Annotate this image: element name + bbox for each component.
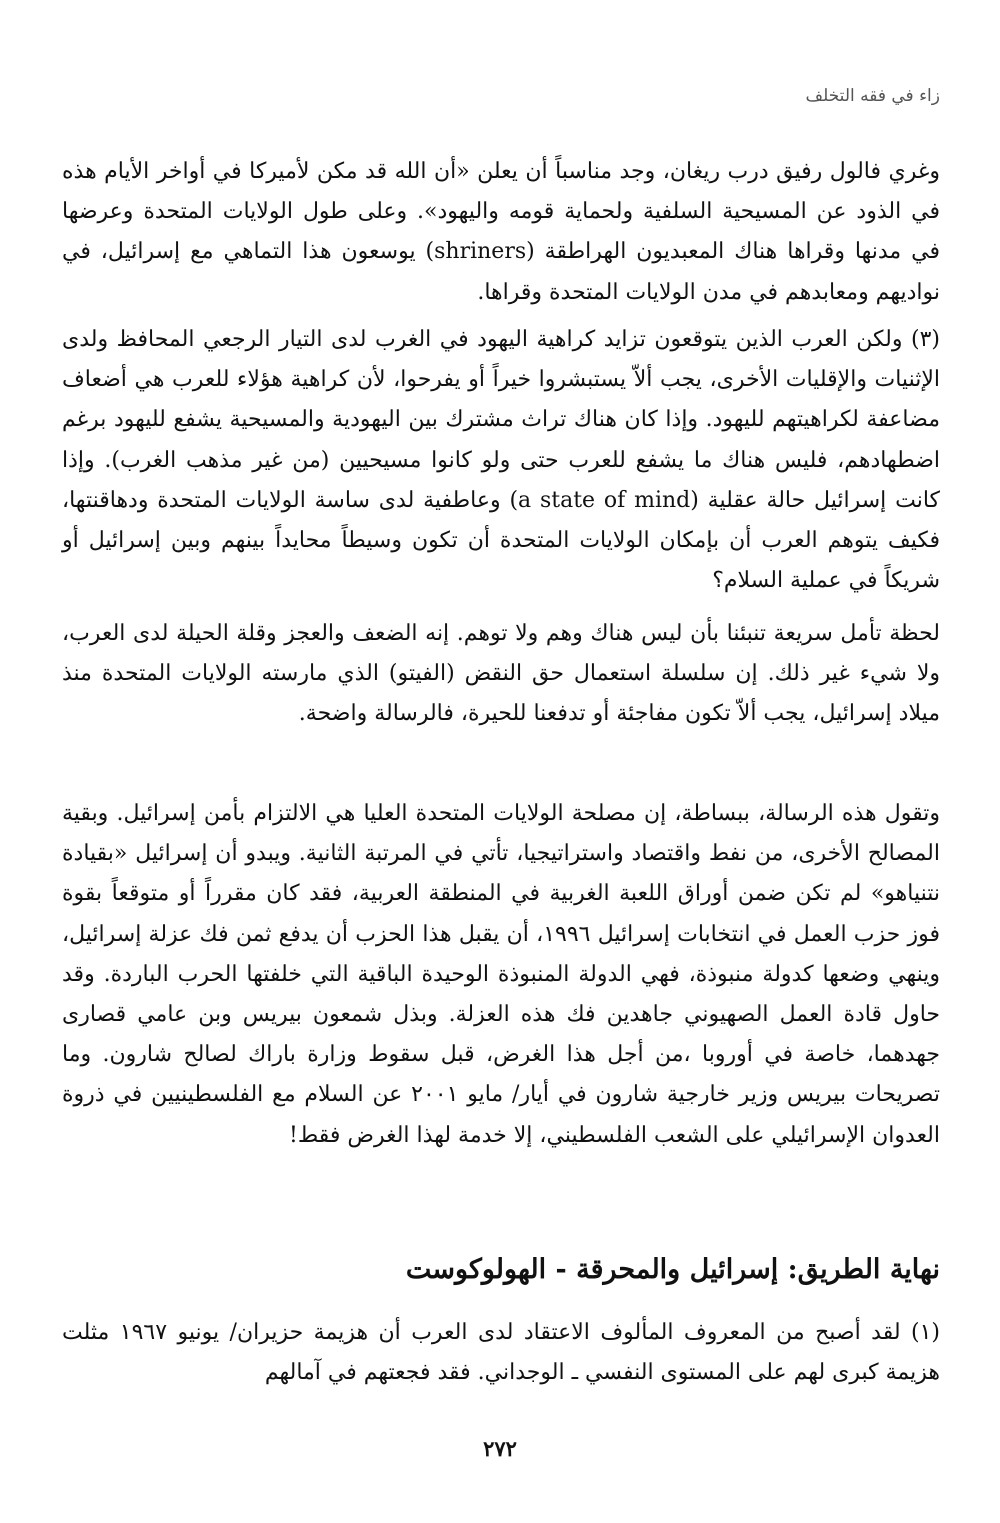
paragraph-5: (١) لقد أصبح من المعروف المألوف الاعتقاد لدى العرب أن هزيمة حزيران/ يونيو ١٩٦٧ مثلت هزيمة كبرى لهم على المستوى النفسي ـ الوجداني. فقد فجعتهم في آمالهم	[62, 1320, 940, 1386]
paragraph-3: لحظة تأمل سريعة تنبئنا بأن ليس هناك وهم ولا توهم. إنه الضعف والعجز وقلة الحيلة لدى العرب، ولا شيء غير ذلك. إن سلسلة استعمال حق النقض (الفيتو) الذي مارسته الولايات المتحدة منذ ميلاد إسرائيل، يجب ألاّ تكون مفاجئة أو تدفعنا للحيرة، فالرسالة واضحة.	[62, 621, 940, 727]
running-head: زاء في فقه التخلف	[805, 86, 940, 106]
paragraph-2: (٣) ولكن العرب الذين يتوقعون تزايد كراهية اليهود في الغرب لدى التيار الرجعي المحافظ ولدى الإثنيات والإقليات الأخرى، يجب ألاّ يستبشروا خيراً أو يفرحوا، لأن كراهية هؤلاء للعرب هي أضعاف مضاعفة لكراهيتهم لليهود. وإذا كان هناك تراث مشترك بين اليهودية والمسيحية يشفع لليهود برغم اضطهادهم، فليس هناك ما يشفع للعرب حتى ولو كانوا مسيحيين (من غير مذهب الغرب). وإذا كانت إسرائيل حالة عقلية (a state of mind) وعاطفية لدى ساسة الولايات المتحدة ودهاقنتها، فكيف يتوهم العرب أن بإمكان الولايات المتحدة أن تكون وسيطاً محايداً بينهم وبين إسرائيل أو شريكاً في عملية السلام؟	[62, 327, 940, 594]
paragraph-4: وتقول هذه الرسالة، ببساطة، إن مصلحة الولايات المتحدة العليا هي الالتزام بأمن إسرائيل. وبقية المصالح الأخرى، من نفط واقتصاد واستراتيجيا، تأتي في المرتبة الثانية. ويبدو أن إسرائيل «بقيادة نتنياهو» لم تكن ضمن أوراق اللعبة الغربية في المنطقة العربية، فقد كان مقرراً أو متوقعاً بقوة فوز حزب العمل في انتخابات إسرائيل ١٩٩٦، أن يقبل هذا الحزب أن يدفع ثمن فك عزلة إسرائيل، وينهي وضعها كدولة منبوذة، فهي الدولة المنبوذة الوحيدة الباقية التي خلفتها الحرب الباردة. وقد حاول قادة العمل الصهيوني جاهدين فك هذه العزلة. وبذل شمعون بيريس وبن عامي قصارى جهدهما، خاصة في أوروبا ،من أجل هذا الغرض، قبل سقوط وزارة باراك لصالح شارون. وما تصريحات بيريس وزير خارجية شارون في أيار/ مايو ٢٠٠١ عن السلام مع الفلسطينيين في ذروة العدوان الإسرائيلي على الشعب الفلسطيني، إلا خدمة لهذا الغرض فقط!	[62, 801, 940, 1148]
paragraph-1: وغري فالول رفيق درب ريغان، وجد مناسباً أن يعلن «أن الله قد مكن لأميركا في أواخر الأيام هذه في الذود عن المسيحية السلفية ولحماية قومه واليهود». وعلى طول الولايات المتحدة وعرضها في مدنها وقراها هناك المعبديون الهراطقة (shriners) يوسعون هذا التماهي مع إسرائيل، في نواديهم ومعابدهم في مدن الولايات المتحدة وقراها.	[62, 159, 940, 305]
page-number: ٢٧٢	[483, 1436, 517, 1461]
body-text	[62, 152, 940, 1214]
section-heading: نهاية الطريق: إسرائيل والمحرقة - الهولوكوست	[405, 1254, 940, 1285]
